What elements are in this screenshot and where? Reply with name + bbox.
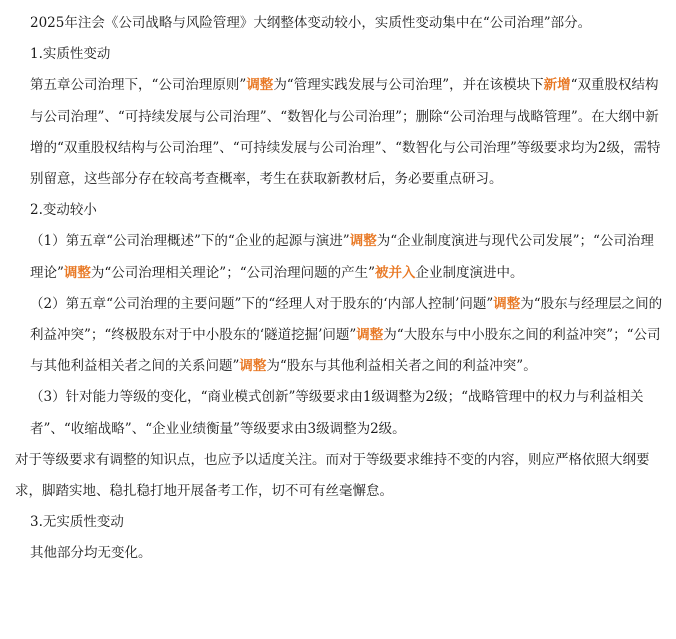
section-2-item-2 [30, 289, 666, 383]
intro-paragraph [30, 8, 666, 39]
section-2-heading: 2.变动较小 [30, 202, 97, 219]
s1-text-a: 第五章公司治理下，“公司治理原则” [30, 77, 247, 94]
section-2-note: 对于等级要求有调整的知识点，也应予以适度关注。而对于等级要求维持不变的内容，则应严格依照大纲要求，脚踏实地、稳扎稳打地开展备考工作，切不可有丝毫懈怠。 [15, 451, 650, 500]
highlight-adjust: 调整 [493, 295, 521, 312]
highlight-adjust: 调整 [63, 264, 91, 281]
section-3-paragraph: 其他部分均无变化。 [30, 545, 152, 562]
s2-i1-a: （1）第五章“公司治理概述”下的“企业的起源与演进” [30, 233, 350, 250]
highlight-new: 新增 [543, 77, 571, 94]
section-2-item-1 [30, 226, 666, 288]
s2-i2-a: （2）第五章“公司治理的主要问题”下的“经理人对于股东的‘内部人控制’问题” [30, 295, 494, 312]
s2-i2-c: 为“大股东与中小股东之间的利益冲突”；“公司与其他利益相关者之间的关系问题” [30, 327, 661, 375]
s2-i1-c: 为“公司治理相关理论”；“公司治理问题的产生” [90, 264, 376, 281]
highlight-adjust: 调整 [239, 358, 267, 375]
intro-text: 2025年注会《公司战略与风险管理》大纲整体变动较小，实质性变动集中在“公司治理”部分。 [30, 15, 592, 31]
s2-i1-d: 企业制度演进中。 [415, 264, 524, 281]
highlight-adjust: 调整 [246, 77, 274, 94]
section-1-paragraph [30, 70, 666, 195]
s2-i2-b: 为“股东与经理层之间的利益冲突”；“终极股东对于中小股东的‘隧道挖掘’问题” [30, 295, 663, 344]
section-1-heading: 1.实质性变动 [30, 46, 111, 63]
s2-i2-d: 为“股东与其他利益相关者之间的利益冲突”。 [266, 358, 537, 375]
highlight-adjust: 调整 [356, 327, 384, 344]
s1-text-b: 为“管理实践发展与公司治理”，并在该模块下 [273, 77, 544, 94]
s2-i1-b: 为“企业制度演进与现代公司发展”；“公司治理理论” [30, 233, 654, 281]
section-2-item-3: （3）针对能力等级的变化，“商业模式创新”等级要求由1级调整为2级；“战略管理中的权力与利益相关者”、“收缩战略”、“企业业绩衡量”等级要求由3级调整为2级。 [30, 389, 644, 437]
highlight-adjust: 调整 [349, 233, 377, 250]
highlight-merged: 被并入 [375, 264, 416, 281]
s1-text-c: “双重股权结构与公司治理”、“可持续发展与公司治理”、“数智化与公司治理”；删除“公司治理与战略管理”。在大纲中新增的“双重股权结构与公司治理”、“可持续发展与公司治理”、“数智化与公司治理”等级要求均为2级，需特别留意，这些部分存在较高考查概率，考生在获取新教材后，务必要重点研习。 [30, 77, 661, 188]
section-3-heading: 3.无实质性变动 [30, 514, 124, 531]
